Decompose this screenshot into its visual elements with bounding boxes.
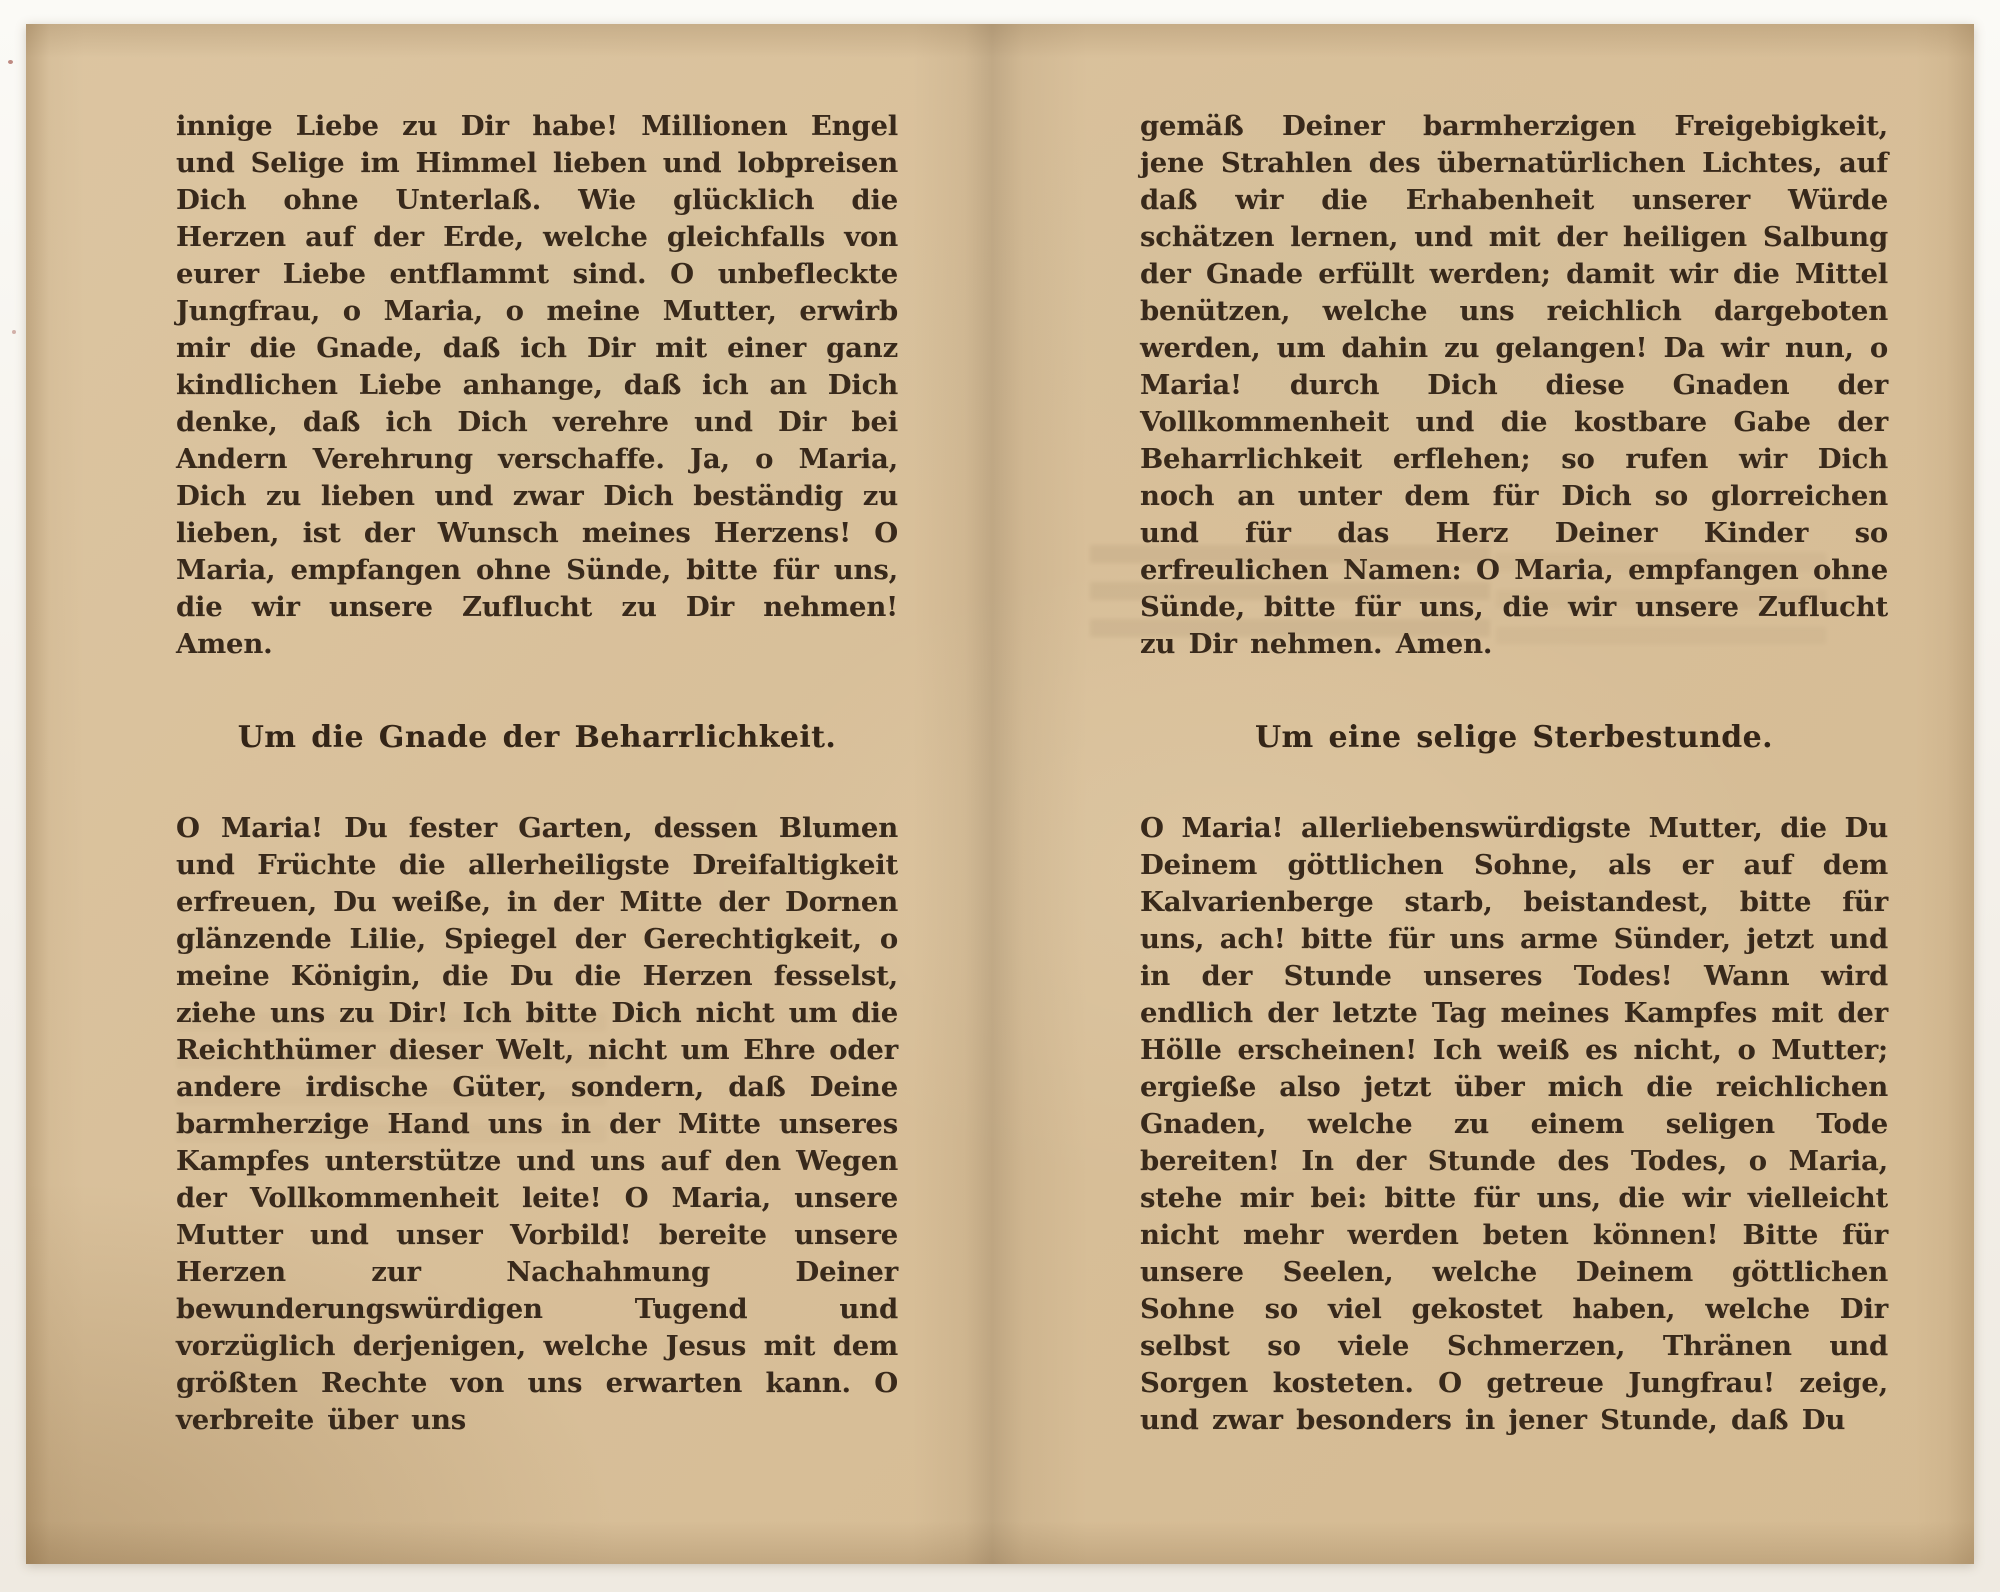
left-page bbox=[176, 108, 898, 1439]
left-page-paragraph-top: innige Liebe zu Dir habe! Millionen Engel und Selige im Himmel lieben und lobpreisen Dich ohne Unterlaß. Wie glücklich die Herzen auf der Erde, welche gleichfalls von eurer Liebe entflammt sind. O unbefleckte Jungfrau, o Maria, o meine Mutter, erwirb mir die Gnade, daß ich Dir mit einer ganz kindlichen Liebe anhange, daß ich an Dich denke, daß ich Dich verehre und Dir bei Andern Verehrung verschaffe. Ja, o Maria, Dich zu lieben und zwar Dich beständig zu lieben, ist der Wunsch meines Herzens! O Maria, empfangen ohne Sünde, bitte für uns, die wir unsere Zuflucht zu Dir nehmen! Amen. bbox=[176, 110, 898, 660]
dust-speck bbox=[12, 330, 16, 334]
left-page-paragraph-bottom: O Maria! Du fester Garten, dessen Blumen und Früchte die allerheiligste Dreifaltigkeit erfreuen, Du weiße, in der Mitte der Dornen glänzende Lilie, Spiegel der Gerechtigkeit, o meine Königin, die Du die Herzen fesselst, ziehe uns zu Dir! Ich bitte Dich nicht um die Reichthümer dieser Welt, nicht um Ehre oder andere irdische Güter, sondern, daß Deine barmherzige Hand uns in der Mitte unseres Kampfes unterstütze und uns auf den Wegen der Vollkommenheit leite! O Maria, unsere Mutter und unser Vorbild! bereite unsere Herzen zur Nachahmung Deiner bewunderungswürdigen Tugend und vorzüglich derjenigen, welche Jesus mit dem größten Rechte von uns erwarten kann. O verbreite über uns bbox=[176, 812, 898, 1436]
right-page-section-heading: Um eine selige Sterbestunde. bbox=[1254, 720, 1773, 755]
dust-speck bbox=[8, 60, 13, 64]
right-page bbox=[1140, 108, 1888, 1439]
booklet-paper bbox=[26, 24, 1974, 1564]
right-page-paragraph-top: gemäß Deiner barmherzigen Freigebigkeit, jene Strahlen des übernatürlichen Lichtes, auf daß wir die Erhabenheit unserer Würde schätzen lernen, und mit der heiligen Salbung der Gnade erfüllt werden; damit wir die Mittel benützen, welche uns reichlich dargeboten werden, um dahin zu gelangen! Da wir nun, o Maria! durch Dich diese Gnaden der Vollkommenheit und die kostbare Gabe der Beharrlichkeit erflehen; so rufen wir Dich noch an unter dem für Dich so glorreichen und für das Herz Deiner Kinder so erfreulichen Namen: O Maria, empfangen ohne Sünde, bitte für uns, die wir unsere Zuflucht zu Dir nehmen. Amen. bbox=[1140, 110, 1888, 660]
left-page-section-heading: Um die Gnade der Beharrlichkeit. bbox=[237, 720, 837, 755]
right-page-paragraph-bottom: O Maria! allerliebenswürdigste Mutter, die Du Deinem göttlichen Sohne, als er auf dem Kalvarienberge starb, beistandest, bitte für uns, ach! bitte für uns arme Sünder, jetzt und in der Stunde unseres Todes! Wann wird endlich der letzte Tag meines Kampfes mit der Hölle erscheinen! Ich weiß es nicht, o Mutter; ergieße also jetzt über mich die reichlichen Gnaden, welche zu einem seligen Tode bereiten! In der Stunde des Todes, o Maria, stehe mir bei: bitte für uns, die wir vielleicht nicht mehr werden beten können! Bitte für unsere Seelen, welche Deinem göttlichen Sohne so viel gekostet haben, welche Dir selbst so viele Schmerzen, Thränen und Sorgen kosteten. O getreue Jungfrau! zeige, und zwar besonders in jener Stunde, daß Du bbox=[1140, 812, 1888, 1436]
